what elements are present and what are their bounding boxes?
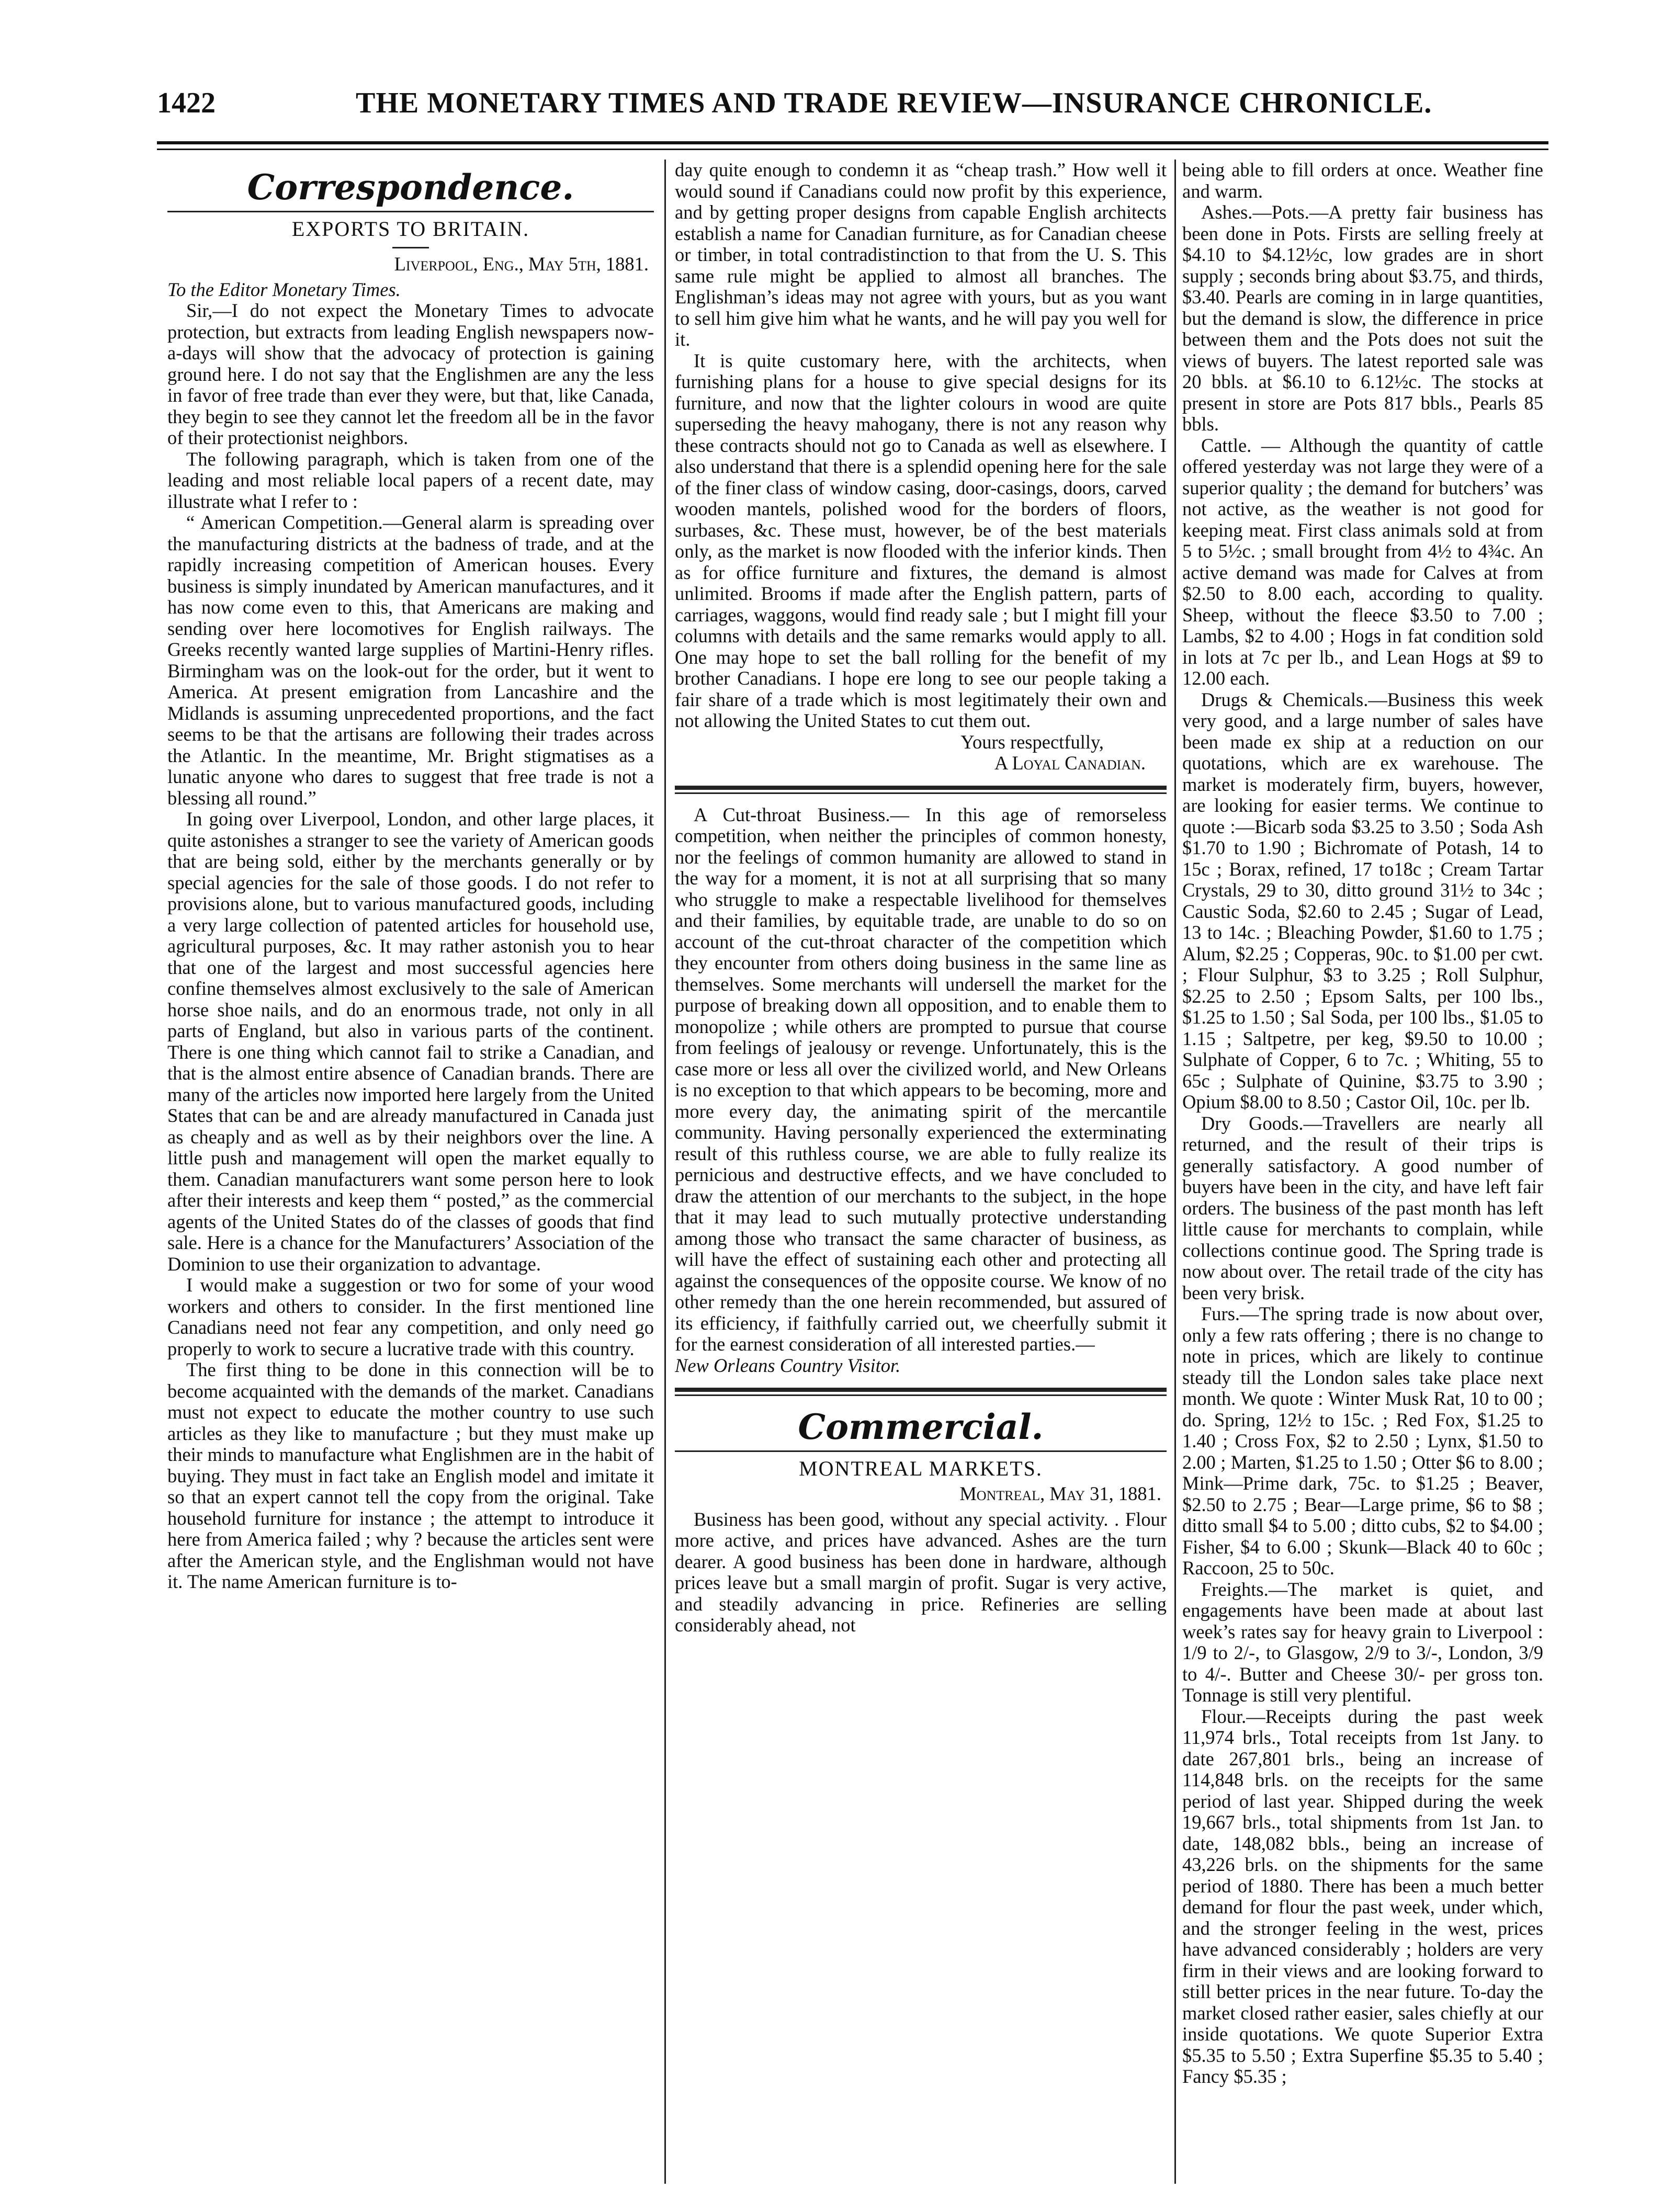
paragraph: The following paragraph, which is taken from one of the leading and most reliable local papers of a recent date, may illustrate what I refer to :: [167, 448, 654, 512]
column-2: [675, 160, 1167, 2173]
page-header: [157, 86, 1548, 133]
market-report-dry-goods: Dry Goods.—Travellers are nearly all returned, and the result of their trips is generally satisfactory. A good number of buyers have been in the city, and have left fair orders. The business of the past month has left little cause for merchants to complain, while collections continue good. The Spring trade is now about over. The retail trade of the city has been very brisk.: [1182, 1112, 1543, 1303]
dateline: Liverpool, Eng., May 5th, 1881.: [394, 253, 649, 275]
article-separator: [675, 786, 1167, 794]
markets-title: MONTREAL MARKETS.: [799, 1457, 1043, 1480]
column-divider: [664, 160, 666, 2184]
short-rule: [392, 247, 429, 248]
letter-signature: A Loyal Canadian.: [994, 752, 1146, 774]
header-rule-thick: [157, 141, 1548, 144]
market-report-drugs: Drugs & Chemicals.—Business this week very good, and a large number of sales have been made ex ship at a reduction on our quotations, which are ex warehouse. The market is moderately firm, buyers, however, are looking for easier terms. We continue to quote :—Bicarb soda $3.25 to 3.50 ; Soda Ash $1.70 to 1.90 ; Bichromate of Potash, 14 to 15c ; Borax, refined, 17 to18c ; Cream Tartar Crystals, 29 to 30, ditto ground 31½ to 34c ; Caustic Soda, $2.60 to 2.45 ; Sugar of Lead, 13 to 14c. ; Bleaching Powder, $1.60 to 1.75 ; Alum, $2.25 ; Copperas, 90c. to $1.00 per cwt. ; Flour Sulphur, $3 to 3.25 ; Roll Sulphur, $2.25 to 2.50 ; Epsom Salts, per 100 lbs., $1.25 to 1.50 ; Sal Soda, per 100 lbs., $1.05 to 1.15 ; Saltpetre, per keg, $9.50 to 10.00 ; Sulphate of Copper, 6 to 7c. ; Whiting, 55 to 65c ; Sulphate of Quinine, $3.75 to 3.90 ; Opium $8.00 to 8.50 ; Castor Oil, 10c. per lb.: [1182, 688, 1543, 1113]
paragraph: In going over Liverpool, London, and other large places, it quite astonishes a stranger to see the variety of American goods that are being sold, either by the merchants generally or by special agencies for the sale of those goods. I do not refer to provisions alone, but to various manufactured goods, including a very large collection of patented articles for household use, agricultural purposes, &c. It may rather astonish you to hear that one of the largest and most successful agencies here confine themselves almost exclusively to the sale of American horse shoe nails, and do an enormous trade, not only in all parts of England, but also in various parts of the continent. There is one thing which cannot fail to strike a Canadian, and that is the almost entire absence of Canadian brands. There are many of the articles now imported here largely from the United States that can be and are already manufactured in Canada just as cheaply and as well as by their neighbors over the line. A little push and management will open the market equally to them. Canadian manufacturers want some person here to look after their interests and keep them “ posted,” as the commercial agents of the United States do of the classes of goods that find sale. Here is a chance for the Manufacturers’ Association of the Dominion to use their organization to advantage.: [167, 808, 654, 1275]
section-rule: [675, 1450, 1167, 1452]
paragraph: Sir,—I do not expect the Monetary Times to advocate protection, but extracts from leading English newspapers now-a-days will show that the advocacy of protection is gaining ground here. I do not say that the Englishmen are any the less in favor of free trade than ever they were, but that, like Canada, they begin to see they cannot let the freedom all be in the favor of their protectionist neighbors.: [167, 300, 654, 448]
salutation: To the Editor Monetary Times.: [167, 278, 401, 300]
column-divider: [1174, 160, 1176, 2184]
paragraph: day quite enough to condemn it as “cheap trash.” How well it would sound if Canadians could now profit by this experience, and by getting proper designs from capable English architects establish a name for Canadian furniture, as for Canadian cheese or timber, in total contradistinction to that from the U. S. This same rule might be applied to almost all branches. The Englishman’s ideas may not agree with yours, but as you want to sell him give him what he wants, and he will pay you well for it.: [675, 160, 1167, 350]
paragraph: It is quite customary here, with the architects, when furnishing plans for a house to give special designs for its furniture, and now that the lighter colours in wood are quite superseding the heavy mahogany, there is not any reason why these contracts should not go to Canada as well as elsewhere. I also understand that there is a splendid opening here for the sale of the finer class of window casing, door-casings, doors, carved wooden mantels, polished wood for the borders of floors, surbases, &c. These must, however, be of the best materials only, as the market is now flooded with the inferior kinds. Then as for office furniture and fixtures, the demand is almost unlimited. Brooms if made after the English pattern, parts of carriages, waggons, would find ready sale ; but I might fill your columns with details and the same remarks would apply to all. One may hope to set the ball rolling for the benefit of my brother Canadians. I hope ere long to see our people taking a fair share of a trade which is most legitimately their own and not allowing the United States to cut them out.: [675, 349, 1167, 731]
header-rule-thin: [157, 149, 1548, 150]
market-report-furs: Furs.—The spring trade is now about over, only a few rats offering ; there is no change to note in prices, which are likely to continue steady till the London sales take place next month. We quote : Winter Musk Rat, 10 to 00 ; do. Spring, 12½ to 15c. ; Red Fox, $1.25 to 1.40 ; Cross Fox, $2 to 2.50 ; Lynx, $1.50 to 2.00 ; Marten, $1.25 to 1.50 ; Otter $6 to 8.00 ; Mink—Prime dark, 75c. to $1.25 ; Beaver, $2.50 to 2.75 ; Bear—Large prime, $6 to $8 ; ditto small $4 to 5.00 ; ditto cubs, $2 to $4.00 ; Fisher, $4 to 6.00 ; Skunk—Black 40 to 60c ; Raccoon, 25 to 50c.: [1182, 1303, 1543, 1579]
section-title-commercial: Commercial.: [798, 1406, 1044, 1447]
paragraph: I would make a suggestion or two for some of your wood workers and others to consider. In the first mentioned line Canadians need not fear any competition, and only need go properly to work to secure a lucrative trade with this country.: [167, 1274, 654, 1359]
paragraph: The first thing to be done in this connection will be to become acquainted with the demands of the market. Canadians must not expect to educate the mother country to use such articles as they like to manufacture ; but they must make up their minds to manufacture what Englishmen are in the habit of buying. They must in fact take an English model and imitate it so that an expert cannot tell the copy from the original. Take household furniture for instance ; the attempt to introduce it here from America failed ; why ? because the articles sent were after the American style, and the Englishman would not have it. The name American furniture is to-: [167, 1359, 654, 1592]
market-report-ashes: Ashes.—Pots.—A pretty fair business has been done in Pots. Firsts are selling freely at $4.10 to $4.12½c, low grades are in short supply ; seconds bring about $3.75, and thirds, $3.40. Pearls are coming in in large quantities, but the demand is slow, the difference in price between them and the Pots does not suit the views of buyers. The latest reported sale was 20 bbls. at $6.10 to 6.12½c. The stocks at present in store are Pots 817 bbls., Pearls 85 bbls.: [1182, 201, 1543, 435]
paragraph: “ American Competition.—General alarm is spreading over the manufacturing districts at the badness of trade, and at the rapidly increasing competition of American houses. Every business is simply inundated by American manufactures, and it has now come even to this, that Americans are making and sending over here locomotives for English railways. The Greeks recently wanted large supplies of Martini-Henry rifles. Birmingham was on the look-out for the order, but it went to America. At present emigration from Lancashire and the Midlands is assuming unprecedented proportions, and the fact seems to be that the artisans are following their trades across the Atlantic. In the meantime, Mr. Bright stigmatises as a lunatic anyone who dares to suggest that free trade is not a blessing all round.”: [167, 512, 654, 809]
source-credit: New Orleans Country Visitor.: [675, 1354, 901, 1376]
running-title: THE MONETARY TIMES AND TRADE REVIEW—INSURANCE CHRONICLE.: [356, 87, 1432, 119]
column-1: [167, 160, 654, 2173]
market-report-flour: Flour.—Receipts during the past week 11,974 brls., Total receipts from 1st Jany. to date 267,801 brls., being an increase of 114,848 brls. on the receipts for the same period of last year. Shipped during the week 19,667 brls., total shipments from 1st Jan. to date, 148,082 bbls., being an increase of 43,226 brls. on the shipments for the same period of 1880. There has been a much better demand for flour the past week, under which, and the stronger feeling in the west, prices have advanced considerably ; holders are very firm in their views and are looking forward to still better prices in the near future. To-day the market closed rather easier, sales chiefly at our inside quotations. We quote Superior Extra $5.35 to 5.50 ; Extra Superfine $5.35 to 5.40 ; Fancy $5.35 ;: [1182, 1705, 1543, 2087]
paragraph: A Cut-throat Business.— In this age of remorseless competition, when neither the principles of common honesty, nor the feelings of common humanity are allowed to stand in the way for a moment, it is not at all surprising that so many who struggle to make a respectable livelihood for themselves and their families, by equitable trade, are unable to do so on account of the cut-throat character of the competition which they encounter from others doing business in the same line as themselves. Some merchants will undersell the market for the purpose of breaking down all opposition, and to enable them to monopolize ; while others are prompted to pursue that course from feelings of jealousy or revenge. Unfortunately, this is the case more or less all over the civilized world, and New Orleans is no exception to that which appears to be becoming, more and more every day, the animating spirit of the mercantile community. Having personally experienced the exterminating result of this ruthless course, we are able to fully realize its pernicious and destructive effects, and we have concluded to draw the attention of our merchants to the subject, in the hope that it may lead to such mutually protective understanding among those who transact the same character of business, as will have the effect of sustaining each other and protecting all against the consequences of the opposite course. We know of no other remedy than the one herein recommended, but assured of its efficiency, if faithfully carried out, we cheerfully submit it for the earnest consideration of all interested parties.—: [675, 803, 1167, 1355]
market-report-cattle: Cattle. — Although the quantity of cattle offered yesterday was not large they were of a superior quality ; the demand for butchers’ was not active, as the weather is not good for keeping meat. First class animals sold at from 5 to 5½c. ; small brought from 4½ to 4¾c. An active demand was made for Calves at from $2.50 to 8.00 each, according to quality. Sheep, without the fleece $3.50 to 7.00 ; Lambs, $2 to 4.00 ; Hogs in fat condition sold in lots at 7c per lb., and Lean Hogs at $9 to 12.00 each.: [1182, 434, 1543, 689]
letter-closing: Yours respectfully,: [960, 731, 1104, 753]
section-rule: [167, 211, 654, 212]
paragraph: being able to fill orders at once. Weather fine and warm.: [1182, 160, 1543, 202]
column-3: [1182, 160, 1543, 2173]
section-title-correspondence: Correspondence.: [247, 167, 574, 208]
markets-dateline: Montreal, May 31, 1881.: [959, 1483, 1161, 1504]
market-report-freights: Freights.—The market is quiet, and engagements have been made at about last week’s rates say for heavy grain to Liverpool : 1/9 to 2/-, to Glasgow, 2/9 to 3/-, London, 3/9 to 4/-. Butter and Cheese 30/- per gross ton. Tonnage is still very plentiful.: [1182, 1578, 1543, 1706]
article-separator: [675, 1388, 1167, 1396]
paragraph: Business has been good, without any special activity. . Flour more active, and prices have advanced. Ashes are the turn dearer. A good business has been done in hardware, although prices leave but a small margin of profit. Sugar is very active, and steadily advancing in price. Refineries are selling considerably ahead, not: [675, 1508, 1167, 1636]
page-number: 1422: [157, 87, 216, 119]
article-title: EXPORTS TO BRITAIN.: [291, 217, 530, 241]
